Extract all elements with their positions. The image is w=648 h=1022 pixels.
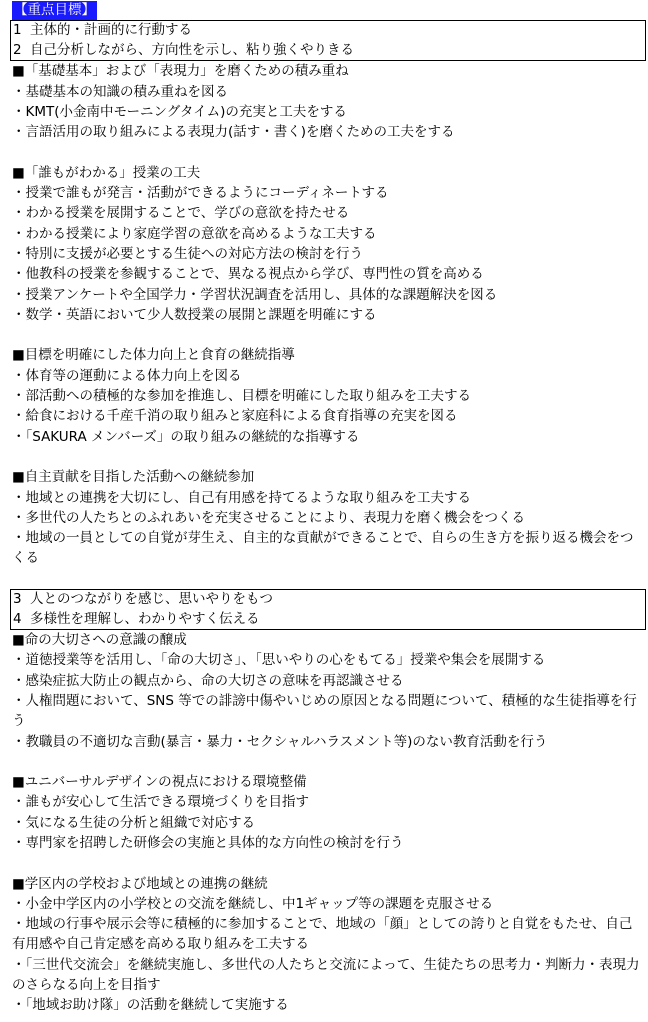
section-spacer [12, 325, 648, 345]
list-item: ・小金中学区内の小学校との交流を継続し、中1ギャップ等の課題を克服させる [12, 895, 494, 912]
list-item: ・基礎基本の知識の積み重ねを図る [12, 83, 228, 100]
list-item: ・わかる授業を展開することで、学びの意欲を持たせる [12, 205, 350, 222]
list-item: ・授業アンケートや全国学力・学習状況調査を活用し、具体的な課題解決を図る [12, 286, 498, 303]
list-item: ・専門家を招聘した研修会の実施と具体的な方向性の検討を行う [12, 834, 404, 851]
goal-line [13, 41, 645, 61]
block-spacer [12, 569, 648, 589]
priority-goals-tag: 【重点目標】 [14, 2, 95, 18]
list-item: ・地域との連携を大切にし、自己有用感を持てるような取り組みを工夫する [12, 489, 471, 506]
section-title: ■「誰もがわかる」授業の工夫 [12, 164, 201, 181]
section [12, 874, 648, 1016]
goal-text: 多様性を理解し、わかりやすく伝える [30, 610, 260, 627]
list-item: ・地域の一員としての自覚が芽生え、自主的な貢献ができることで、自らの生き方を振り返る機会をつくる [12, 530, 634, 567]
section [12, 345, 648, 446]
section-spacer [12, 752, 648, 772]
goal-box [10, 20, 646, 61]
section-title: ■目標を明確にした体力向上と食育の継続指導 [12, 347, 295, 364]
goal-text: 主体的・計画的に行動する [30, 22, 192, 39]
goal-number: 1 [13, 22, 22, 39]
list-item: ・道徳授業等を活用し、「命の大切さ」、「思いやりの心をもてる」授業や集会を展開する [12, 652, 546, 669]
goal-text: 人とのつながりを感じ、思いやりをもつ [30, 591, 273, 608]
section-title: ■命の大切さへの意識の醸成 [12, 632, 187, 649]
section-spacer [12, 447, 648, 467]
goal-block [12, 589, 648, 1016]
list-item: ・部活動への積極的な参加を推進し、目標を明確にした取り組みを工夫する [12, 388, 471, 405]
section-spacer [12, 142, 648, 162]
list-item: ・人権問題において、SNS 等での誹謗中傷やいじめの原因となる問題について、積極的な生徒指導を行う [12, 692, 637, 730]
list-item: ・数学・英語において少人数授業の展開と課題を明確にする [12, 306, 377, 323]
section-title: ■「基礎基本」および「表現力」を磨くための積み重ね [12, 63, 349, 80]
list-item: ・気になる生徒の分析と組織で対応する [12, 814, 255, 831]
list-item: ・他教科の授業を参観することで、異なる視点から学び、専門性の質を高める [12, 266, 484, 283]
list-item: ・「三世代交流会」を継続実施し、多世代の人たちと交流によって、生徒たちの思考力・判断力・表現力のさらなる向上を目指す [12, 956, 640, 994]
section-title: ■学区内の学校および地域との連携の継続 [12, 875, 268, 892]
goal-line [13, 590, 645, 610]
header [12, 0, 648, 20]
list-item: ・給食における千産千消の取り組みと家庭科による食育指導の充実を図る [12, 408, 458, 425]
goal-line [13, 21, 645, 41]
list-item: ・言語活用の取り組みによる表現力(話す・書く)を磨くための工夫をする [12, 124, 455, 141]
list-item: ・地域の行事や展示会等に積極的に参加することで、地域の「顔」としての誇りと自覚をもたせ、自己有用感や自己肯定感を高める取り組みを工夫する [12, 916, 633, 953]
list-item: ・わかる授業により家庭学習の意欲を高めるような工夫する [12, 225, 377, 242]
list-item: ・「SAKURA メンバーズ」の取り組みの継続的な指導する [12, 428, 360, 445]
goal-blocks [12, 20, 648, 1015]
section [12, 467, 648, 568]
goal-block [12, 20, 648, 568]
goal-box [10, 589, 646, 630]
section [12, 772, 648, 853]
section [12, 630, 648, 752]
list-item: ・授業で誰もが発言・活動ができるようにコーディネートする [12, 185, 389, 202]
goal-number: 2 [13, 41, 22, 58]
section-spacer [12, 853, 648, 873]
section [12, 163, 648, 325]
goal-number: 3 [13, 591, 22, 608]
section [12, 61, 648, 142]
list-item: ・「地域お助け隊」の活動を継続して実施する [12, 997, 289, 1014]
list-item: ・感染症拡大防止の観点から、命の大切さの意味を再認識させる [12, 672, 404, 689]
goal-line [13, 610, 645, 630]
section-title: ■ユニバーサルデザインの視点における環境整備 [12, 774, 307, 791]
list-item: ・KMT(小金南中モーニングタイム)の充実と工夫をする [12, 103, 347, 120]
list-item: ・特別に支援が必要とする生徒への対応方法の検討を行う [12, 245, 363, 262]
goal-number: 4 [13, 610, 22, 627]
list-item: ・多世代の人たちとのふれあいを充実させることにより、表現力を磨く機会をつくる [12, 509, 525, 526]
list-item: ・体育等の運動による体力向上を図る [12, 367, 242, 384]
list-item: ・教職員の不適切な言動(暴言・暴力・セクシャルハラスメント等)のない教育活動を行う [12, 733, 548, 750]
section-title: ■自主貢献を目指した活動への継続参加 [12, 469, 255, 486]
goal-text: 自己分析しながら、方向性を示し、粘り強くやりきる [30, 41, 354, 58]
list-item: ・誰もが安心して生活できる環境づくりを目指す [12, 794, 309, 811]
